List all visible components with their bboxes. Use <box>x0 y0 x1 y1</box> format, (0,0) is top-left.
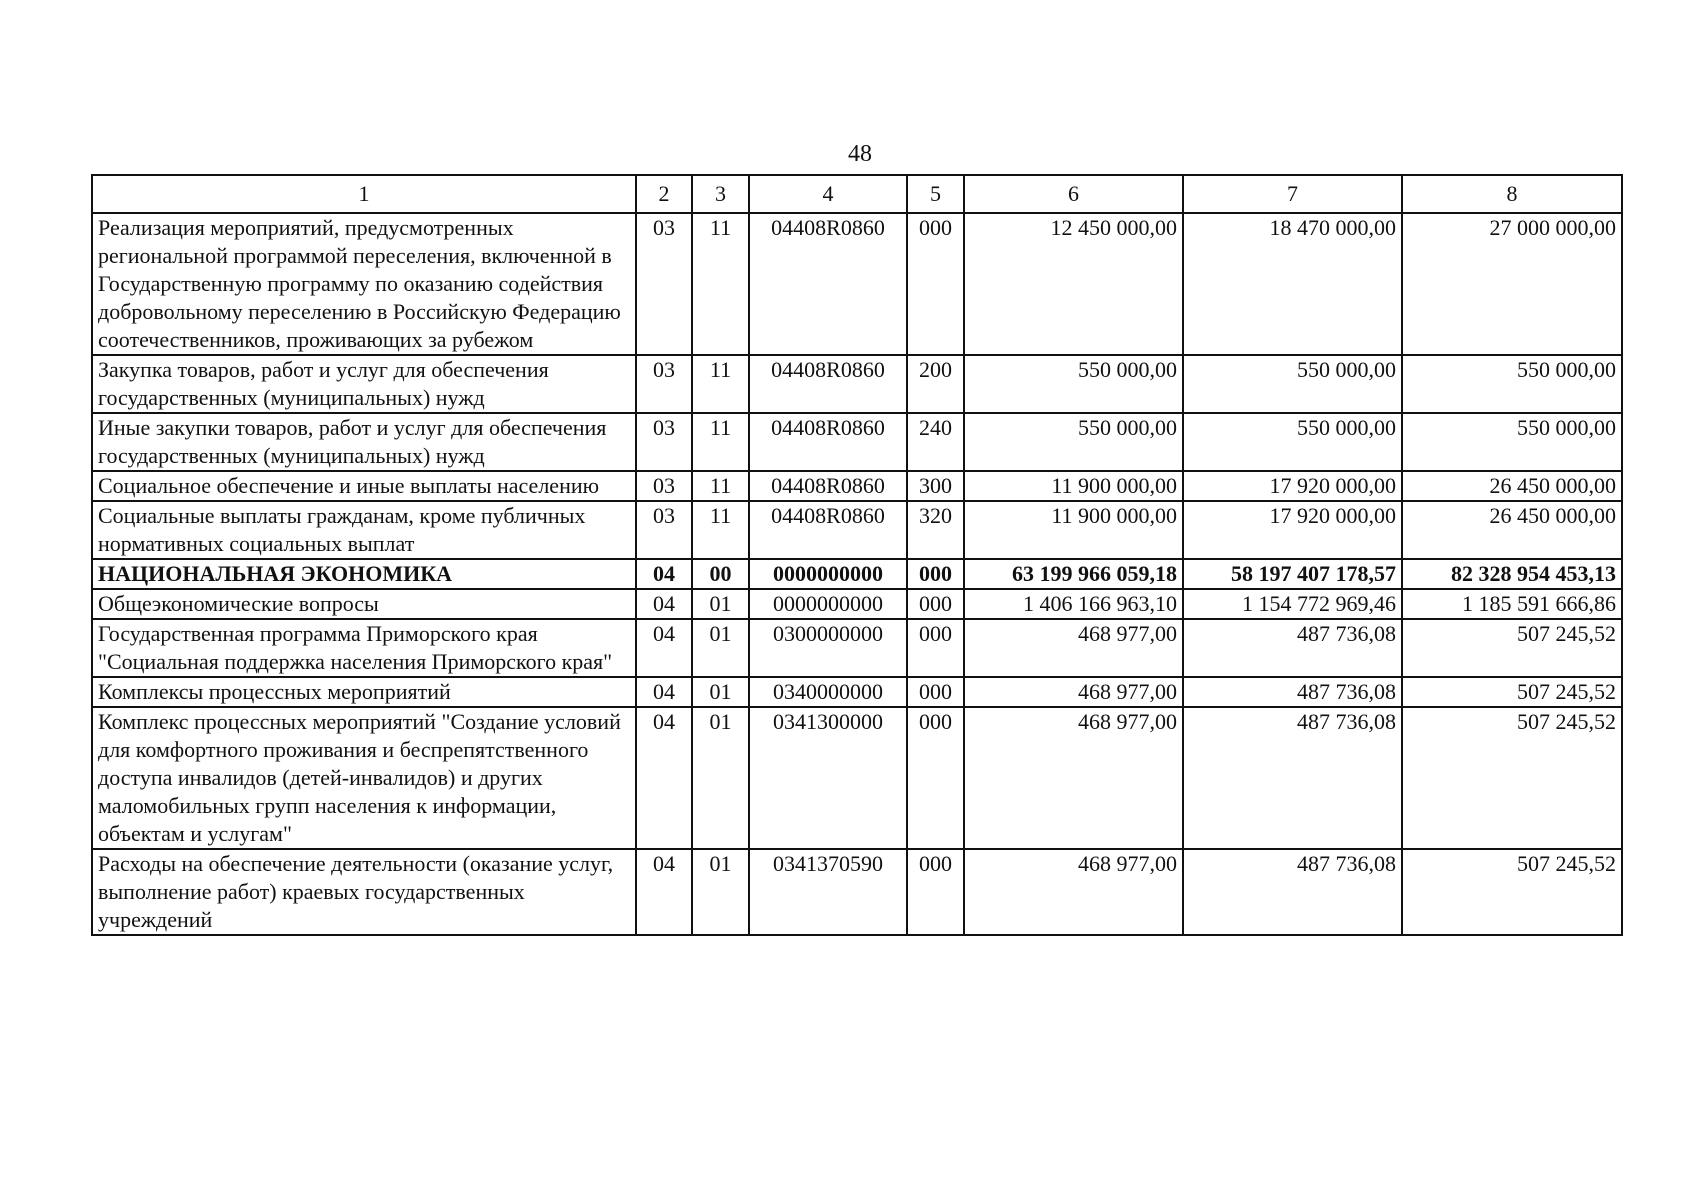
amount-col-7: 58 197 407 178,57 <box>1183 559 1402 589</box>
amount-col-8: 82 328 954 453,13 <box>1402 559 1622 589</box>
amount-col-7: 487 736,08 <box>1183 707 1402 849</box>
amount-col-7: 1 154 772 969,46 <box>1183 589 1402 619</box>
target-article-code: 0300000000 <box>749 619 907 677</box>
amount-col-7: 487 736,08 <box>1183 849 1402 935</box>
column-header: 4 <box>749 175 907 213</box>
section-code: 03 <box>636 355 692 413</box>
amount-col-6: 550 000,00 <box>964 355 1183 413</box>
subsection-code: 11 <box>692 413 749 471</box>
section-code: 04 <box>636 849 692 935</box>
table-row <box>92 471 1622 501</box>
row-name: Комплексы процессных мероприятий <box>92 677 636 707</box>
target-article-code: 0000000000 <box>749 559 907 589</box>
section-code: 03 <box>636 471 692 501</box>
expense-type-code: 240 <box>907 413 964 471</box>
section-code: 04 <box>636 677 692 707</box>
column-header: 7 <box>1183 175 1402 213</box>
expense-type-code: 300 <box>907 471 964 501</box>
expense-type-code: 000 <box>907 619 964 677</box>
table-row <box>92 213 1622 355</box>
table-row <box>92 413 1622 471</box>
table-row <box>92 849 1622 935</box>
expense-type-code: 000 <box>907 849 964 935</box>
amount-col-6: 63 199 966 059,18 <box>964 559 1183 589</box>
amount-col-7: 17 920 000,00 <box>1183 501 1402 559</box>
column-header: 5 <box>907 175 964 213</box>
subsection-code: 01 <box>692 619 749 677</box>
amount-col-8: 1 185 591 666,86 <box>1402 589 1622 619</box>
table-row <box>92 355 1622 413</box>
row-name: Иные закупки товаров, работ и услуг для обеспечения государственных (муниципальных) нужд <box>92 413 636 471</box>
expense-type-code: 200 <box>907 355 964 413</box>
amount-col-8: 507 245,52 <box>1402 677 1622 707</box>
amount-col-6: 11 900 000,00 <box>964 501 1183 559</box>
amount-col-6: 468 977,00 <box>964 677 1183 707</box>
expense-type-code: 000 <box>907 589 964 619</box>
section-code: 04 <box>636 619 692 677</box>
subsection-code: 11 <box>692 471 749 501</box>
budget-table <box>91 174 1623 936</box>
row-name: Реализация мероприятий, предусмотренных региональной программой переселения, включенной в Государственную программу по оказанию содействия добровольному переселению в Российскую Федерацию соотечественников, проживающих за рубежом <box>92 213 636 355</box>
section-code: 04 <box>636 559 692 589</box>
amount-col-8: 507 245,52 <box>1402 707 1622 849</box>
amount-col-8: 27 000 000,00 <box>1402 213 1622 355</box>
row-name: Государственная программа Приморского края "Социальная поддержка населения Приморского края" <box>92 619 636 677</box>
amount-col-6: 550 000,00 <box>964 413 1183 471</box>
table-row <box>92 619 1622 677</box>
header-row <box>92 175 1622 213</box>
section-code: 03 <box>636 501 692 559</box>
expense-type-code: 000 <box>907 213 964 355</box>
target-article-code: 04408R0860 <box>749 471 907 501</box>
row-name: Общеэкономические вопросы <box>92 589 636 619</box>
table-row <box>92 501 1622 559</box>
subsection-code: 01 <box>692 707 749 849</box>
amount-col-7: 550 000,00 <box>1183 355 1402 413</box>
target-article-code: 0000000000 <box>749 589 907 619</box>
section-code: 04 <box>636 589 692 619</box>
section-code: 03 <box>636 213 692 355</box>
subsection-code: 11 <box>692 501 749 559</box>
row-name: НАЦИОНАЛЬНАЯ ЭКОНОМИКА <box>92 559 636 589</box>
subsection-code: 11 <box>692 213 749 355</box>
table-row <box>92 589 1622 619</box>
expense-type-code: 000 <box>907 707 964 849</box>
subsection-code: 01 <box>692 677 749 707</box>
section-code: 04 <box>636 707 692 849</box>
target-article-code: 0341300000 <box>749 707 907 849</box>
subsection-code: 01 <box>692 589 749 619</box>
column-header: 6 <box>964 175 1183 213</box>
amount-col-6: 1 406 166 963,10 <box>964 589 1183 619</box>
amount-col-7: 487 736,08 <box>1183 677 1402 707</box>
expense-type-code: 320 <box>907 501 964 559</box>
amount-col-6: 468 977,00 <box>964 707 1183 849</box>
column-header: 1 <box>92 175 636 213</box>
amount-col-8: 550 000,00 <box>1402 355 1622 413</box>
amount-col-7: 17 920 000,00 <box>1183 471 1402 501</box>
subsection-code: 00 <box>692 559 749 589</box>
target-article-code: 0341370590 <box>749 849 907 935</box>
amount-col-8: 26 450 000,00 <box>1402 471 1622 501</box>
target-article-code: 04408R0860 <box>749 413 907 471</box>
amount-col-8: 507 245,52 <box>1402 619 1622 677</box>
target-article-code: 04408R0860 <box>749 355 907 413</box>
row-name: Социальное обеспечение и иные выплаты населению <box>92 471 636 501</box>
amount-col-6: 12 450 000,00 <box>964 213 1183 355</box>
row-name: Расходы на обеспечение деятельности (оказание услуг, выполнение работ) краевых государственных учреждений <box>92 849 636 935</box>
expense-type-code: 000 <box>907 677 964 707</box>
amount-col-8: 550 000,00 <box>1402 413 1622 471</box>
column-header: 2 <box>636 175 692 213</box>
subsection-code: 11 <box>692 355 749 413</box>
amount-col-7: 18 470 000,00 <box>1183 213 1402 355</box>
expense-type-code: 000 <box>907 559 964 589</box>
table-row <box>92 707 1622 849</box>
section-code: 03 <box>636 413 692 471</box>
amount-col-6: 468 977,00 <box>964 619 1183 677</box>
table-row <box>92 677 1622 707</box>
row-name: Закупка товаров, работ и услуг для обеспечения государственных (муниципальных) нужд <box>92 355 636 413</box>
amount-col-7: 550 000,00 <box>1183 413 1402 471</box>
amount-col-8: 26 450 000,00 <box>1402 501 1622 559</box>
target-article-code: 04408R0860 <box>749 501 907 559</box>
amount-col-8: 507 245,52 <box>1402 849 1622 935</box>
target-article-code: 04408R0860 <box>749 213 907 355</box>
page-number: 48 <box>848 141 872 167</box>
target-article-code: 0340000000 <box>749 677 907 707</box>
subsection-code: 01 <box>692 849 749 935</box>
amount-col-6: 468 977,00 <box>964 849 1183 935</box>
row-name: Комплекс процессных мероприятий "Создание условий для комфортного проживания и беспрепятственного доступа инвалидов (детей-инвалидов) и других маломобильных групп населения к информации, объектам и услугам" <box>92 707 636 849</box>
amount-col-6: 11 900 000,00 <box>964 471 1183 501</box>
amount-col-7: 487 736,08 <box>1183 619 1402 677</box>
column-header: 3 <box>692 175 749 213</box>
column-header: 8 <box>1402 175 1622 213</box>
row-name: Социальные выплаты гражданам, кроме публичных нормативных социальных выплат <box>92 501 636 559</box>
section-total-row <box>92 559 1622 589</box>
